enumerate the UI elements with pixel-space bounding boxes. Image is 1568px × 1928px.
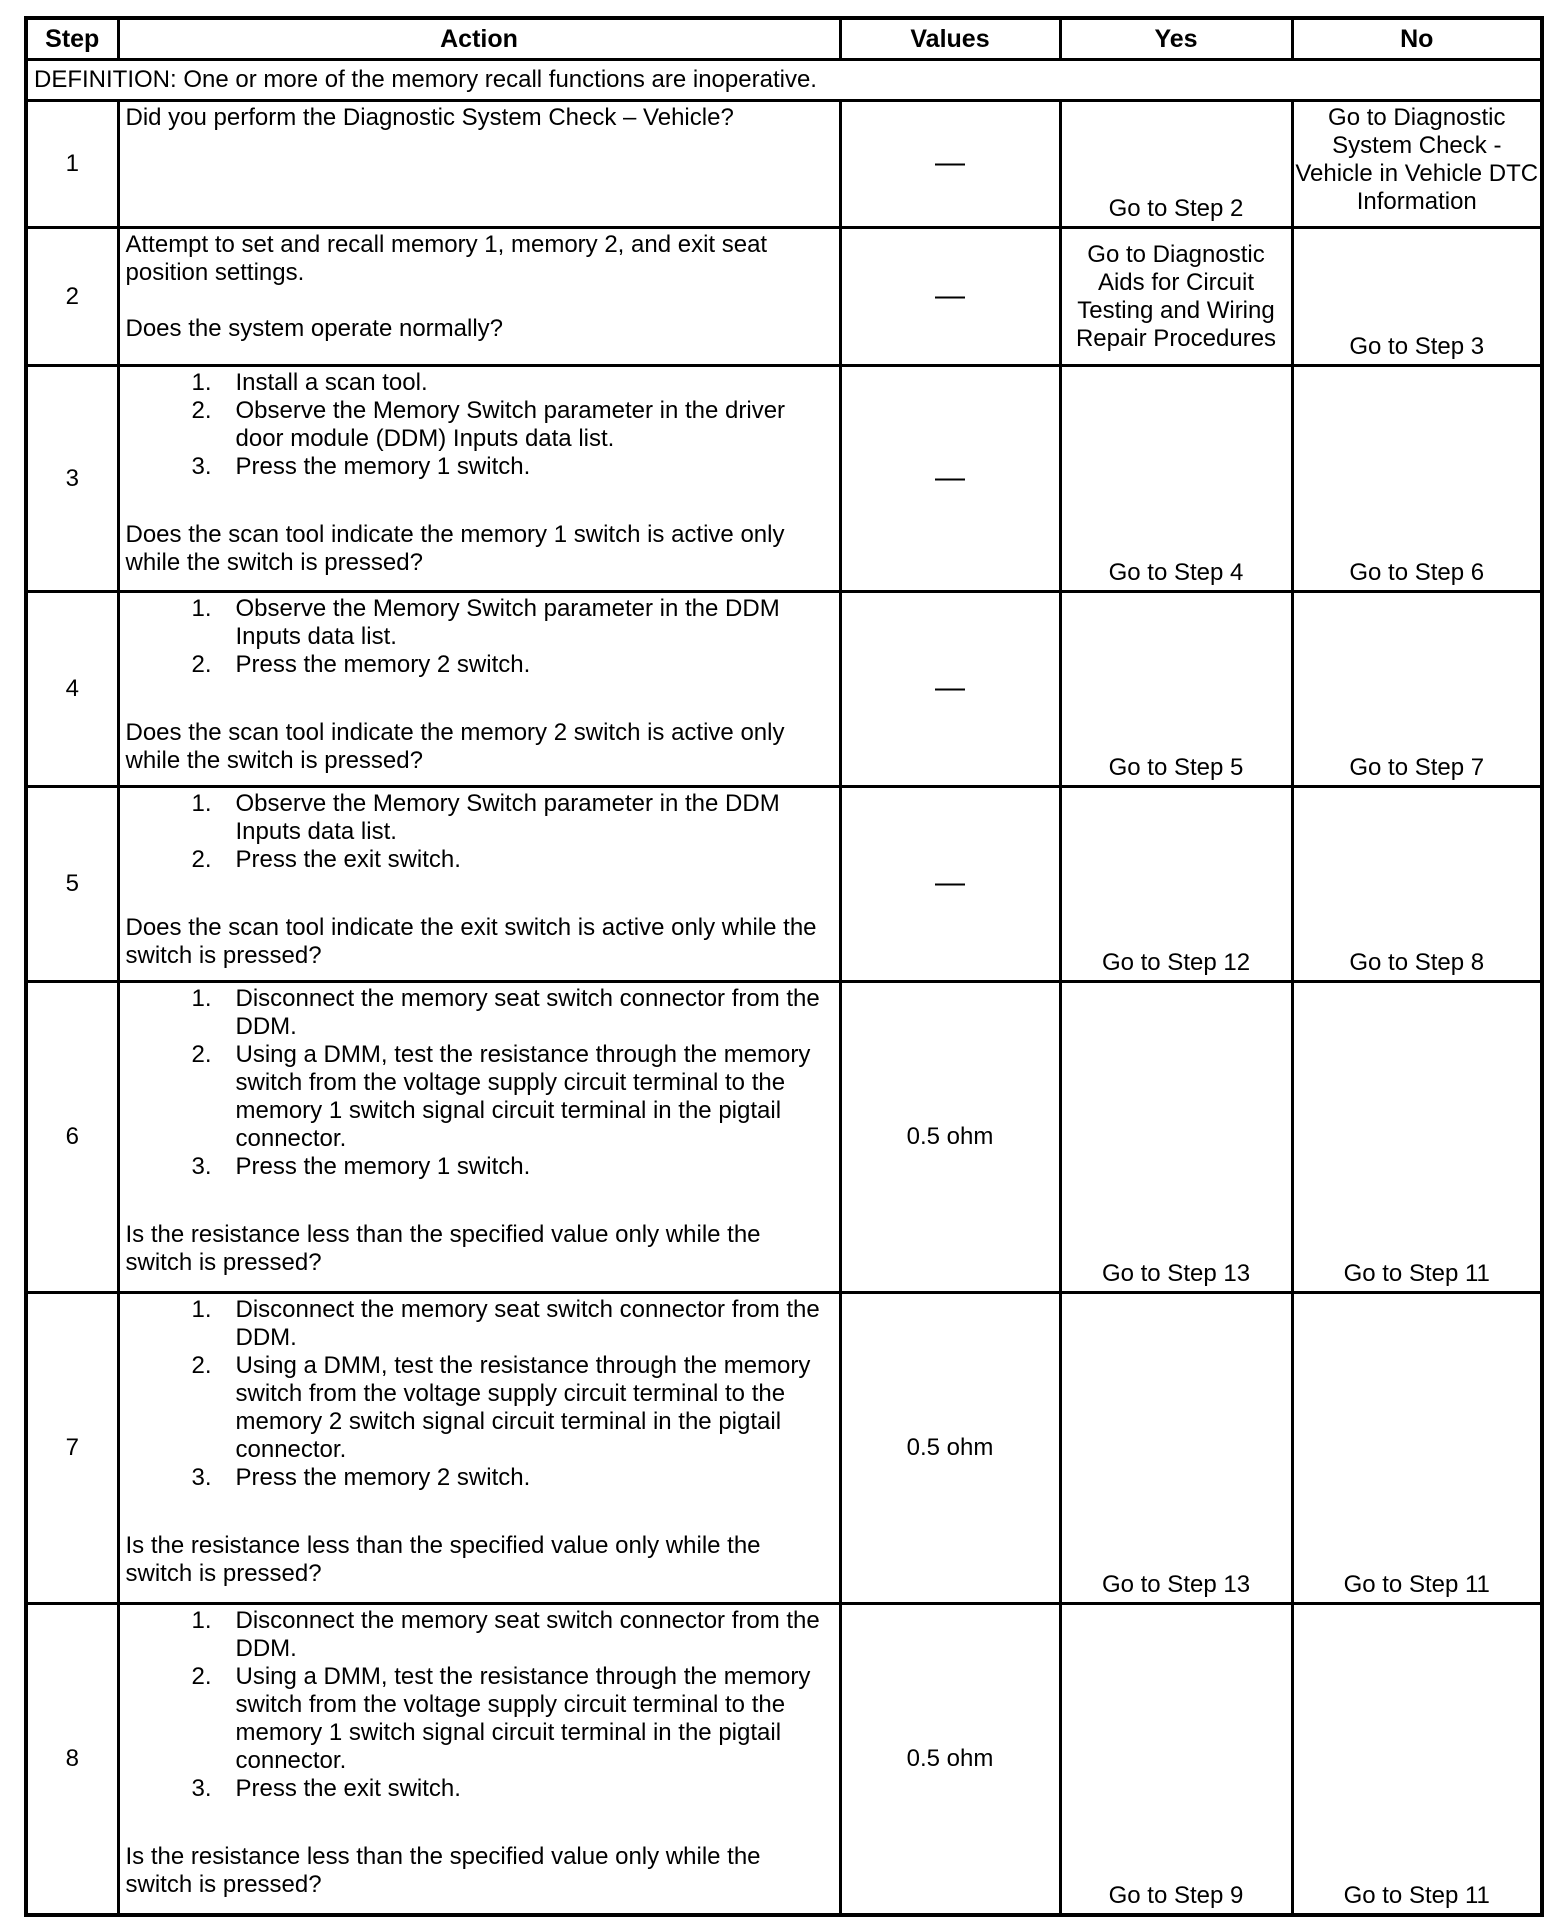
no-cell: Go to Step 7 bbox=[1292, 592, 1542, 787]
no-cell: Go to Step 11 bbox=[1292, 1604, 1542, 1915]
list-item: 2. Press the memory 2 switch. bbox=[191, 651, 531, 678]
value-text: — bbox=[935, 146, 965, 179]
header-yes: Yes bbox=[1060, 18, 1292, 60]
step-number: 1 bbox=[26, 101, 118, 228]
header-no: No bbox=[1292, 18, 1542, 60]
list-item: 1. Disconnect the memory seat switch connector from the DDM. bbox=[191, 985, 820, 1040]
list-item: 2. Observe the Memory Switch parameter in the driver door module (DDM) Inputs data list. bbox=[191, 397, 786, 452]
list-item: 2. Press the exit switch. bbox=[191, 846, 461, 873]
no-cell: Go to Diagnostic System Check - Vehicle in Vehicle DTC Information bbox=[1292, 101, 1542, 228]
value-cell bbox=[840, 592, 1060, 787]
table-row bbox=[26, 787, 1542, 982]
list-item: 3. Press the memory 1 switch. bbox=[191, 453, 531, 480]
value-text: 0.5 ohm bbox=[906, 1434, 994, 1461]
value-cell bbox=[840, 366, 1060, 592]
yes-cell: Go to Diagnostic Aids for Circuit Testing and Wiring Repair Procedures bbox=[1060, 228, 1292, 366]
no-cell: Go to Step 3 bbox=[1292, 228, 1542, 366]
value-text: — bbox=[935, 671, 965, 704]
action-cell bbox=[118, 592, 840, 787]
question-text: Is the resistance less than the specified value only while the switch is pressed? bbox=[125, 1221, 761, 1276]
procedure-list bbox=[126, 1607, 831, 1803]
header-action: Action bbox=[118, 18, 840, 60]
yes-cell: Go to Step 13 bbox=[1060, 982, 1292, 1293]
value-cell bbox=[840, 228, 1060, 366]
value-cell bbox=[840, 101, 1060, 228]
list-item: 2. Using a DMM, test the resistance through the memory switch from the voltage supply circuit terminal to the memory 1 switch signal circuit terminal in the pigtail connector. bbox=[191, 1663, 811, 1774]
intro-text: Attempt to set and recall memory 1, memory 2, and exit seat position settings. bbox=[125, 231, 768, 286]
action-cell bbox=[118, 982, 840, 1293]
value-cell bbox=[840, 1604, 1060, 1915]
procedure-list bbox=[126, 790, 831, 874]
action-cell bbox=[118, 1293, 840, 1604]
header-values: Values bbox=[840, 18, 1060, 60]
step-number: 8 bbox=[26, 1604, 118, 1915]
table-row bbox=[26, 1293, 1542, 1604]
question-text: Does the scan tool indicate the exit switch is active only while the switch is pressed? bbox=[125, 914, 817, 969]
no-cell: Go to Step 6 bbox=[1292, 366, 1542, 592]
list-item: 3. Press the memory 2 switch. bbox=[191, 1464, 531, 1491]
table-row bbox=[26, 101, 1542, 228]
value-text: 0.5 ohm bbox=[906, 1123, 994, 1150]
list-item: 1. Disconnect the memory seat switch connector from the DDM. bbox=[191, 1607, 820, 1662]
list-item: 2. Using a DMM, test the resistance through the memory switch from the voltage supply circuit terminal to the memory 1 switch signal circuit terminal in the pigtail connector. bbox=[191, 1041, 811, 1152]
step-number: 6 bbox=[26, 982, 118, 1293]
procedure-list bbox=[126, 1296, 831, 1492]
step-number: 3 bbox=[26, 366, 118, 592]
step-number: 4 bbox=[26, 592, 118, 787]
step-number: 5 bbox=[26, 787, 118, 982]
action-cell bbox=[118, 101, 840, 228]
no-cell: Go to Step 11 bbox=[1292, 982, 1542, 1293]
list-item: 1. Observe the Memory Switch parameter in the DDM Inputs data list. bbox=[191, 595, 780, 650]
list-item: 2. Using a DMM, test the resistance through the memory switch from the voltage supply circuit terminal to the memory 2 switch signal circuit terminal in the pigtail connector. bbox=[191, 1352, 811, 1463]
table-row bbox=[26, 228, 1542, 366]
action-cell bbox=[118, 787, 840, 982]
procedure-list bbox=[126, 985, 831, 1181]
value-cell bbox=[840, 982, 1060, 1293]
table-row bbox=[26, 982, 1542, 1293]
table-row bbox=[26, 592, 1542, 787]
step-number: 7 bbox=[26, 1293, 118, 1604]
question-text: Did you perform the Diagnostic System Check – Vehicle? bbox=[125, 104, 734, 131]
yes-cell: Go to Step 5 bbox=[1060, 592, 1292, 787]
definition-text: DEFINITION: One or more of the memory recall functions are inoperative. bbox=[26, 60, 1542, 101]
value-text: — bbox=[935, 460, 965, 494]
value-text: — bbox=[935, 866, 965, 899]
question-text: Does the system operate normally? bbox=[125, 315, 504, 342]
action-cell bbox=[118, 1604, 840, 1915]
procedure-list bbox=[126, 595, 831, 679]
header-step: Step bbox=[26, 18, 118, 60]
value-cell bbox=[840, 787, 1060, 982]
action-cell bbox=[118, 366, 840, 592]
list-item: 3. Press the memory 1 switch. bbox=[191, 1153, 531, 1180]
procedure-list bbox=[126, 369, 831, 481]
definition-row bbox=[26, 60, 1542, 101]
yes-cell: Go to Step 2 bbox=[1060, 101, 1292, 228]
table-row bbox=[26, 1604, 1542, 1915]
no-cell: Go to Step 8 bbox=[1292, 787, 1542, 982]
value-text: — bbox=[935, 278, 965, 312]
value-text: 0.5 ohm bbox=[906, 1744, 994, 1772]
question-text: Is the resistance less than the specified value only while the switch is pressed? bbox=[125, 1532, 761, 1587]
table-row bbox=[26, 366, 1542, 592]
list-item: 1. Install a scan tool. bbox=[191, 369, 428, 396]
question-text: Is the resistance less than the specified value only while the switch is pressed? bbox=[125, 1843, 761, 1898]
yes-cell: Go to Step 12 bbox=[1060, 787, 1292, 982]
list-item: 1. Observe the Memory Switch parameter in the DDM Inputs data list. bbox=[191, 790, 780, 845]
list-item: 3. Press the exit switch. bbox=[191, 1775, 461, 1802]
header-row bbox=[26, 18, 1542, 60]
question-text: Does the scan tool indicate the memory 1 switch is active only while the switch is pressed? bbox=[125, 521, 785, 576]
action-cell bbox=[118, 228, 840, 366]
value-cell bbox=[840, 1293, 1060, 1604]
diagnostic-table bbox=[24, 16, 1544, 1917]
no-cell: Go to Step 11 bbox=[1292, 1293, 1542, 1604]
step-number: 2 bbox=[26, 228, 118, 366]
yes-cell: Go to Step 13 bbox=[1060, 1293, 1292, 1604]
yes-cell: Go to Step 4 bbox=[1060, 366, 1292, 592]
list-item: 1. Disconnect the memory seat switch connector from the DDM. bbox=[191, 1296, 820, 1351]
question-text: Does the scan tool indicate the memory 2 switch is active only while the switch is pressed? bbox=[125, 719, 785, 774]
yes-cell: Go to Step 9 bbox=[1060, 1604, 1292, 1915]
